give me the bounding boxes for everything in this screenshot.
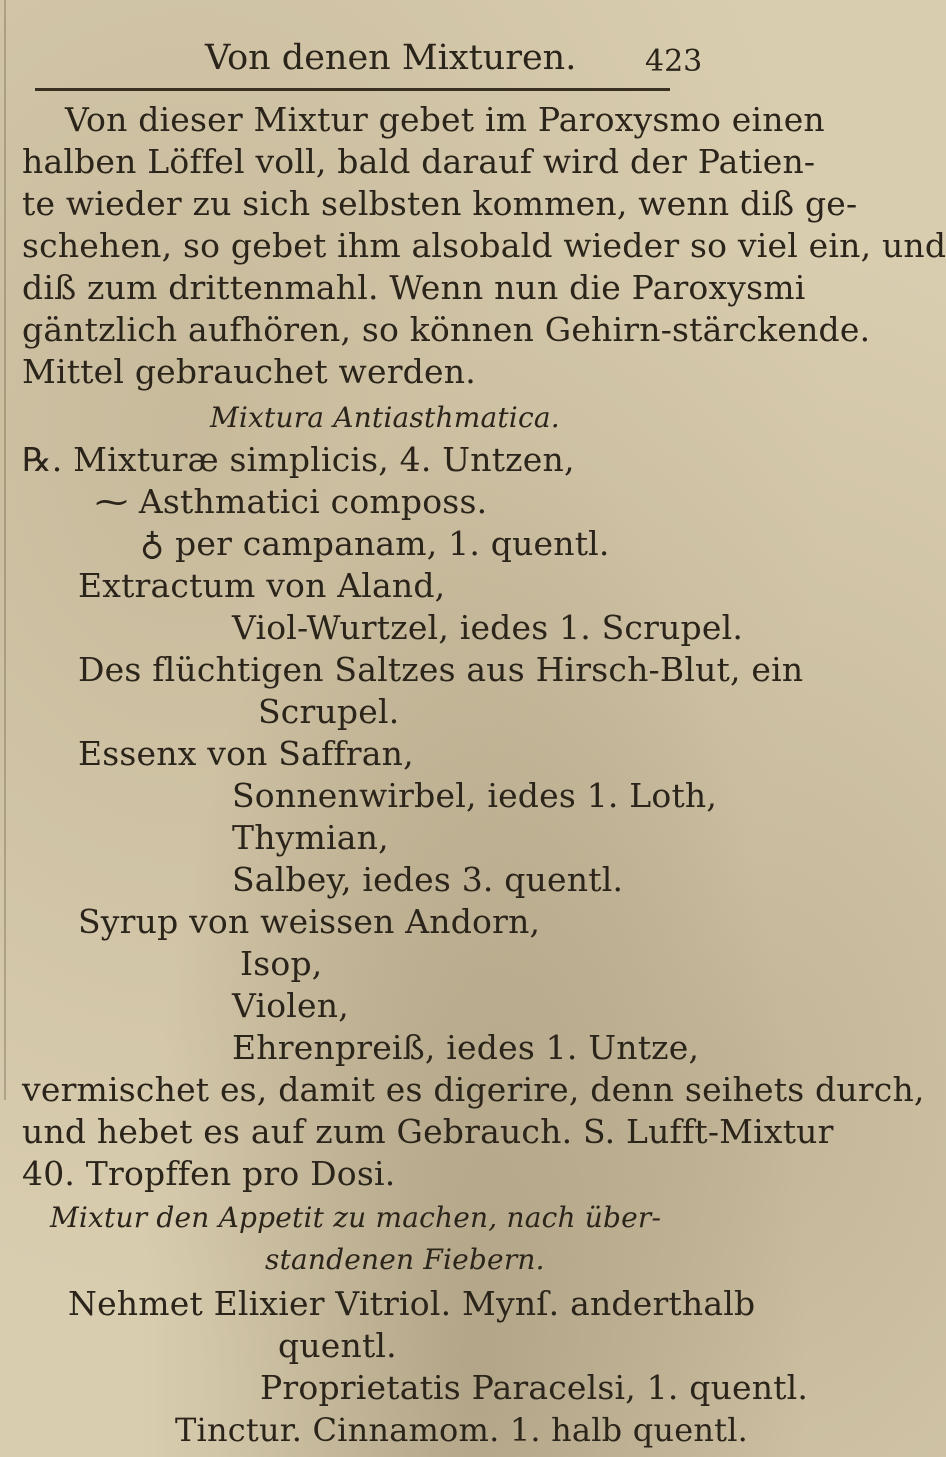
recipe-line: Nehmet Elixier Vitriol. Mynſ. anderthalb: [68, 1284, 756, 1323]
recipe-line: Isop,: [240, 944, 323, 983]
second-heading: Mixtur den Appetit zu machen, nach über-: [50, 1201, 662, 1234]
recipe-line: vermischet es, damit es digerire, denn seihets durch,: [22, 1070, 925, 1109]
recipe-line: Tinctur. Cinnamom. 1. halb quentl.: [175, 1411, 749, 1449]
body-line: te wieder zu sich selbsten kommen, wenn diß ge-: [22, 184, 858, 223]
recipe-line: Syrup von weissen Andorn,: [78, 902, 541, 941]
running-header-title: Von denen Mixturen.: [205, 38, 577, 78]
header-rule: [35, 88, 670, 91]
recipe-line: Des flüchtigen Saltzes aus Hirsch-Blut, ein: [78, 650, 804, 689]
recipe-line: 40. Tropffen pro Dosi.: [22, 1154, 396, 1193]
recipe-line: Viol-Wurtzel, iedes 1. Scrupel.: [232, 608, 744, 647]
recipe-heading: Mixtura Antiasthmatica.: [210, 401, 560, 434]
recipe-line: Violen,: [232, 986, 349, 1025]
recipe-line: Thymian,: [232, 818, 389, 857]
second-heading: standenen Fiebern.: [265, 1243, 545, 1276]
page-number: 423: [645, 44, 703, 79]
body-line: Von dieser Mixtur gebet im Paroxysmo einen: [65, 100, 825, 139]
body-line: diß zum drittenmahl. Wenn nun die Paroxysmi: [22, 268, 806, 307]
recipe-line: ♁ per campanam, 1. quentl.: [140, 524, 610, 563]
body-line: gäntzlich aufhören, so können Gehirn-stärckende.: [22, 310, 871, 349]
recipe-line: ⁓ Asthmatici composs.: [95, 482, 488, 521]
page-edge-shadow: [4, 0, 6, 1100]
recipe-line: und hebet es auf zum Gebrauch. S. Lufft-Mixtur: [22, 1112, 834, 1151]
recipe-line: Scrupel.: [258, 692, 400, 731]
recipe-line: Salbey, iedes 3. quentl.: [232, 860, 624, 899]
body-line: schehen, so gebet ihm alsobald wieder so viel ein, und: [22, 226, 946, 265]
recipe-line: Proprietatis Paracelsi, 1. quentl.: [260, 1368, 809, 1407]
recipe-line: Sonnenwirbel, iedes 1. Loth,: [232, 776, 718, 815]
recipe-line: quentl.: [278, 1326, 397, 1365]
body-line: Mittel gebrauchet werden.: [22, 352, 476, 391]
body-line: halben Löffel voll, bald darauf wird der Patien-: [22, 142, 816, 181]
recipe-line: ℞. Mixturæ simplicis, 4. Untzen,: [22, 440, 575, 479]
recipe-line: Extractum von Aland,: [78, 566, 446, 605]
recipe-line: Essenx von Saffran,: [78, 734, 414, 773]
recipe-line: Ehrenpreiß, iedes 1. Untze,: [232, 1028, 700, 1067]
